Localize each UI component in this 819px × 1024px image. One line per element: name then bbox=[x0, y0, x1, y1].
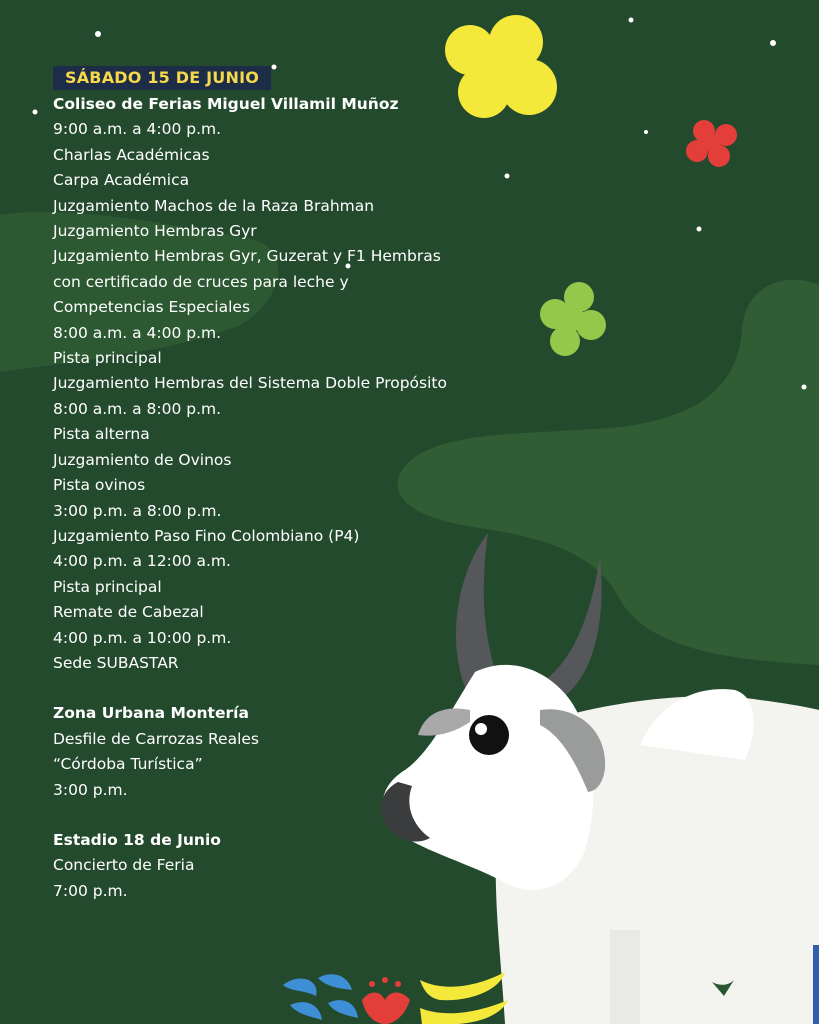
schedule-line: “Córdoba Turística” bbox=[53, 755, 203, 774]
venue-title: Estadio 18 de Junio bbox=[53, 830, 221, 849]
schedule-line: Juzgamiento Hembras Gyr, Guzerat y F1 Hembras bbox=[53, 247, 441, 266]
schedule-sections bbox=[53, 92, 483, 904]
schedule-line: con certificado de cruces para leche y bbox=[53, 272, 349, 291]
schedule-line: 3:00 p.m. bbox=[53, 780, 128, 799]
schedule-line: Concierto de Feria bbox=[53, 856, 195, 875]
schedule-line: Juzgamiento Machos de la Raza Brahman bbox=[53, 196, 375, 215]
schedule-line: 4:00 p.m. a 12:00 a.m. bbox=[53, 552, 231, 571]
schedule-line: Competencias Especiales bbox=[53, 298, 251, 317]
schedule-line: 4:00 p.m. a 10:00 p.m. bbox=[53, 628, 232, 647]
venue-title: Coliseo de Ferias Miguel Villamil Muñoz bbox=[53, 95, 399, 113]
red-flower-icon bbox=[686, 120, 737, 167]
schedule-section bbox=[53, 701, 483, 803]
schedule-line: Pista alterna bbox=[53, 425, 150, 444]
schedule-line: 7:00 p.m. bbox=[53, 881, 128, 900]
schedule-line: Juzgamiento Paso Fino Colombiano (P4) bbox=[53, 526, 360, 545]
section-spacer bbox=[53, 676, 483, 701]
schedule-line: Pista principal bbox=[53, 349, 162, 368]
schedule-line: Charlas Académicas bbox=[53, 145, 210, 164]
schedule-section bbox=[53, 92, 483, 676]
schedule-line: Pista principal bbox=[53, 577, 162, 596]
venue-title: Zona Urbana Montería bbox=[53, 704, 249, 723]
schedule-line: Remate de Cabezal bbox=[53, 603, 204, 622]
schedule-line: 9:00 a.m. a 4:00 p.m. bbox=[53, 120, 222, 139]
schedule-line: Desfile de Carrozas Reales bbox=[53, 729, 259, 748]
schedule-line: Sede SUBASTAR bbox=[53, 653, 179, 672]
section-spacer bbox=[53, 803, 483, 828]
schedule-section bbox=[53, 828, 483, 904]
schedule-line: 8:00 a.m. a 4:00 p.m. bbox=[53, 323, 222, 342]
schedule-line: 8:00 a.m. a 8:00 p.m. bbox=[53, 399, 222, 418]
green-flower-icon bbox=[540, 282, 606, 356]
schedule-line: Juzgamiento Hembras Gyr bbox=[53, 222, 257, 241]
schedule-panel bbox=[53, 66, 483, 904]
schedule-line: Juzgamiento de Ovinos bbox=[53, 450, 232, 469]
date-badge: SÁBADO 15 DE JUNIO bbox=[53, 66, 271, 90]
schedule-line: Carpa Académica bbox=[53, 171, 190, 190]
schedule-line: 3:00 p.m. a 8:00 p.m. bbox=[53, 501, 222, 520]
schedule-line: Juzgamiento Hembras del Sistema Doble Propósito bbox=[53, 374, 447, 393]
schedule-line: Pista ovinos bbox=[53, 476, 146, 495]
